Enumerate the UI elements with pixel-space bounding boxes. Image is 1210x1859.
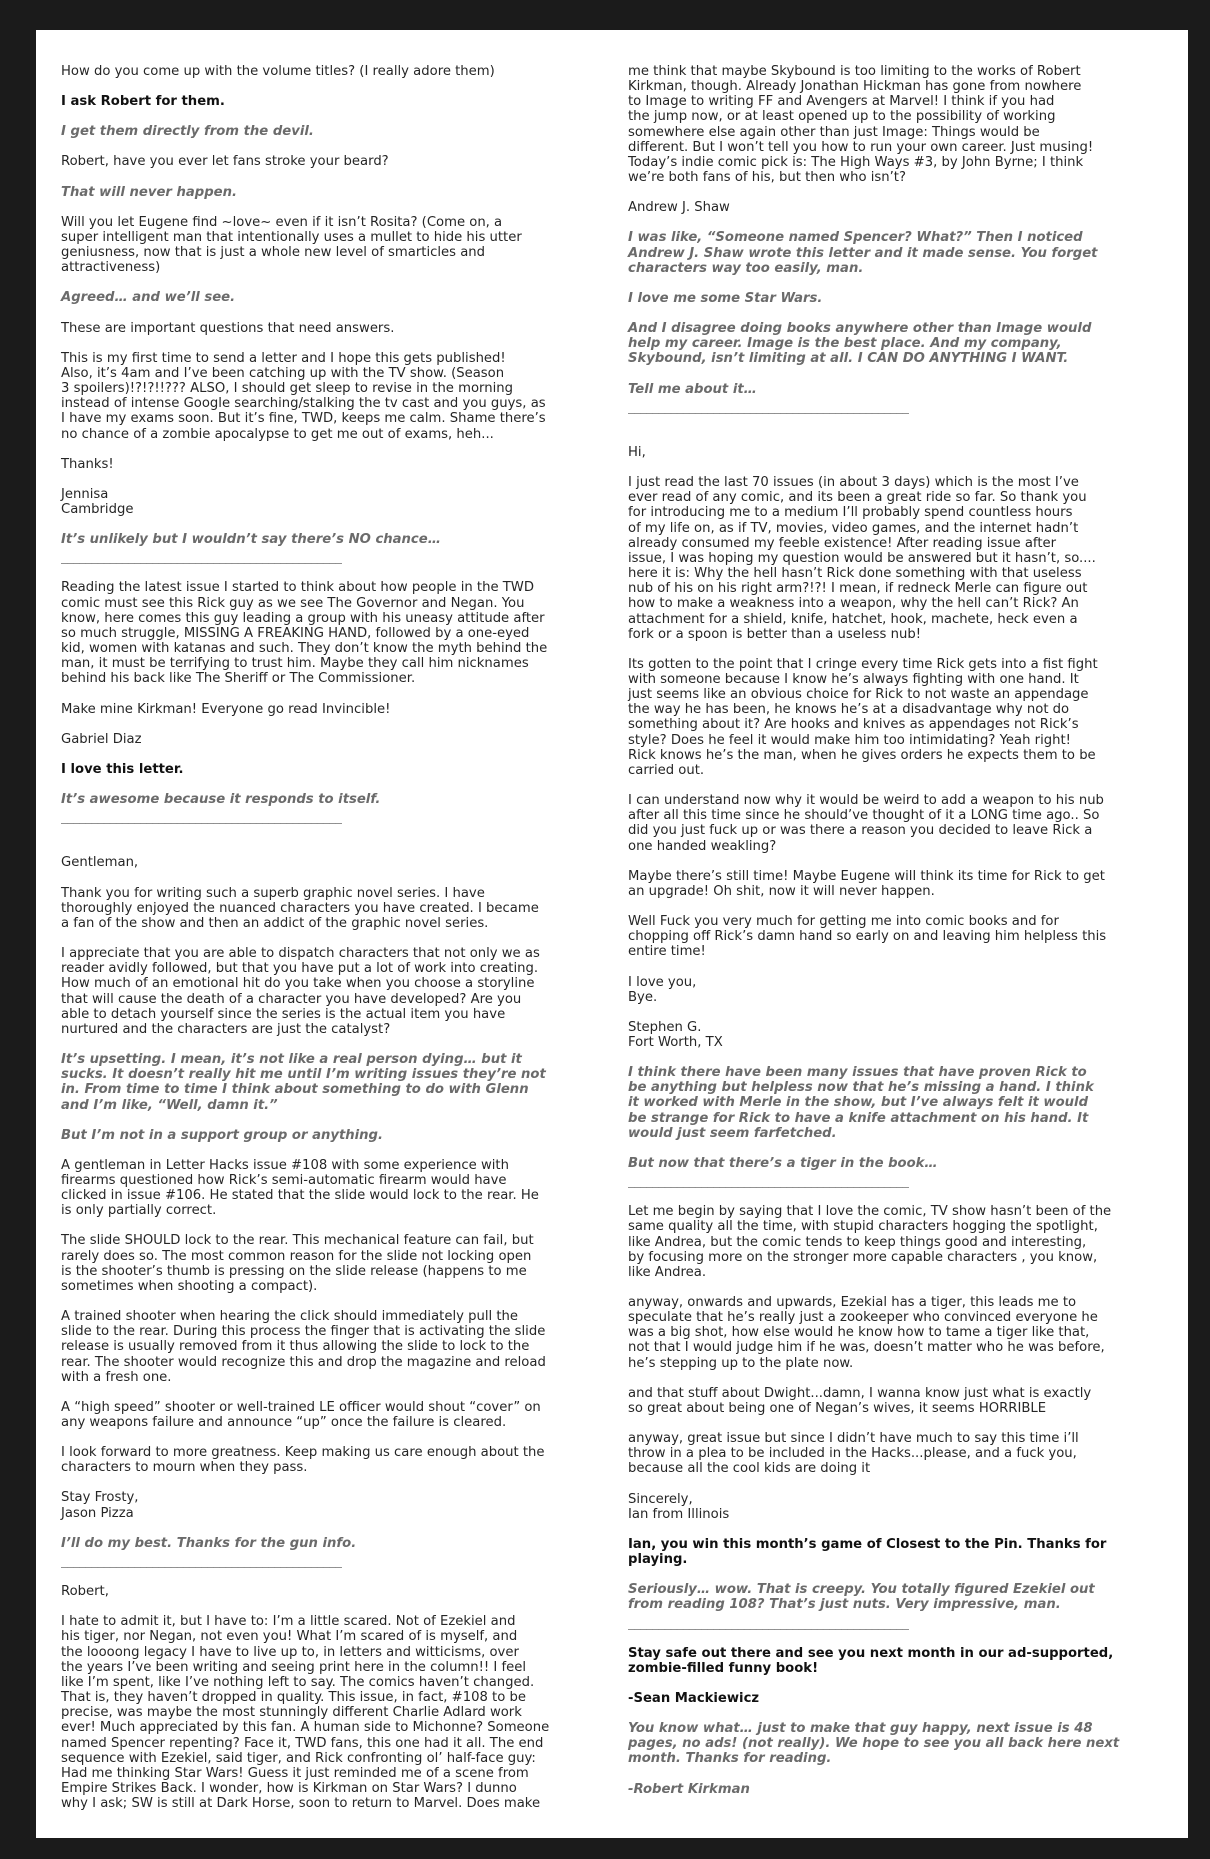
letter-paragraph: Reading the latest issue I started to think about how people in the TWD comic must see this Rick guy as we see The Governor and Negan. You know, here comes this guy leading a group with his uneasy attitude after so much struggle, MISSING A FREAKING HAND, followed by a one-eyed kid, women with katanas and such. They don’t know the myth behind the man, it must be terrifying to trust him. Maybe they call him nicknames behind his back like The Sheriff or The Commissioner. — [61, 580, 548, 687]
letter-paragraph: Will you let Eugene find ~love~ even if it isn’t Rosita? (Come on, a super intelligent man that intentionally uses a mullet to hide his utter geniusness, now that is just a whole new level of smarticles and attractiveness) — [61, 214, 522, 276]
letter-paragraph: A gentleman in Letter Hacks issue #108 with some experience with firearms questioned how Rick’s semi-automatic firearm would have clicked in issue #106. He stated that the slide would lock to the rear. He is only partially correct. — [61, 1157, 539, 1219]
editor-response: Stay safe out there and see you next month in our ad-supported, zombie-filled funny book! — [628, 1645, 1114, 1676]
kirkman-reply: It’s awesome because it responds to itself. — [61, 792, 381, 807]
letter-paragraph: I appreciate that you are able to dispatch characters that not only we as reader avidly followed, but that you have put a lot of work into creating. How much of an emotional hit do you take when you choose a storyline that will cause the death of a character you have developed? Are you able to detach yourself since the series is the actual item you have nurtured and the characters are just the catalyst? — [61, 946, 540, 1037]
letter-paragraph: and that stuff about Dwight...damn, I wanna know just what is exactly so great about being one of Negan’s wives, it seems HORRIBLE — [628, 1385, 1092, 1416]
kirkman-reply: You know what… just to make that guy happy, next issue is 48 pages, no ads! (not really). We hope to see you all back here next month. Thanks for reading. — [628, 1721, 1120, 1767]
letter-paragraph: I just read the last 70 issues (in about 3 days) which is the most I’ve ever read of any comic, and its been a great ride so far. So thank you for introducing me to a medium I’ll probably spend countless hours of my life on, as if TV, movies, video games, and the internet hadn’t already consumed my feeble existence! After reading issue after issue, I was hoping my question would be answered but it hasn’t, so.... here it is: Why the hell hasn’t Rick done something with that useless nub of his on his right arm?!?! I mean, if redneck Merle can figure out how to make a weakness into a weapon, why the hell can’t Rick? An attachment for a shield, knife, hatchet, hook, machete, heck even a fork or a spoon is better than a useless nub! — [628, 475, 1096, 642]
kirkman-reply: -Robert Kirkman — [628, 1781, 750, 1797]
letter-paragraph: Well Fuck you very much for getting me into comic books and for chopping off Rick’s damn hand so early on and leaving him helpless this entire time! — [628, 914, 1107, 960]
left-column — [61, 64, 616, 1826]
divider-rule: ______________________________________________ — [61, 550, 342, 566]
divider-rule: ______________________________________________ — [628, 1615, 909, 1631]
divider-rule: ______________________________________________ — [628, 399, 909, 415]
divider-rule: ______________________________________________ — [628, 1174, 909, 1190]
kirkman-reply: Tell me about it… — [628, 381, 757, 397]
editor-response: I love this letter. — [61, 761, 184, 777]
letter-paragraph: Thank you for writing such a superb graphic novel series. I have thoroughly enjoyed the nuanced characters you have created. I became a fan of the show and then an addict of the graphic novel series. — [61, 885, 539, 931]
letter-paragraph: Sincerely, Ian from Illinois — [628, 1491, 730, 1522]
letter-paragraph: This is my first time to send a letter and I hope this gets published! Also, it’s 4am and I’ve been catching up with the TV show. (Season 3 spoilers)!?!?!!??? ALSO, I should get sleep to revise in the morning instead of intense Google searching/stalking the tv cast and you guys, as I have my exams soon. But it’s fine, TWD, keeps me calm. Shame there’s no chance of a zombie apocalypse to get me out of exams, heh... — [61, 350, 546, 442]
letter-paragraph: Robert, have you ever let fans stroke your beard? — [61, 154, 389, 170]
kirkman-reply: I think there have been many issues that have proven Rick to be anything but helpless now that he’s missing a hand. I think it worked with Merle in the show, but I’ve always felt it would be strange for Rick to have a knife attachment on his hand. It would just seem farfetched. — [628, 1065, 1094, 1141]
kirkman-reply: But I’m not in a support group or anything. — [61, 1127, 384, 1143]
kirkman-reply: Seriously… wow. That is creepy. You totally figured Ezekiel out from reading 108? That’s just nuts. Very impressive, man. — [628, 1582, 1095, 1613]
letter-paragraph: Let me begin by saying that I love the comic, TV show hasn’t been of the same quality all the time, with stupid characters hogging the spotlight, like Andrea, but the comic tends to keep things good and interesting, by focusing more on the stronger more capable characters , you know, like Andrea. — [628, 1204, 1112, 1280]
letter-paragraph: Its gotten to the point that I cringe every time Rick gets into a fist fight with someone because I know he’s always fighting with one hand. It just seems like an obvious choice for Rick to not waste an appendage the way he has been, he knows he’s at a disadvantage why not do something about it? Are hooks and knives as appendages not Rick’s style? Does he feel it would make him too intimidating? Yeah right! Rick knows he’s the man, when he gives orders he expects them to be carried out. — [628, 656, 1098, 778]
letter-paragraph: A trained shooter when hearing the click should immediately pull the slide to the rear. During this process the finger that is activating the slide release is usually removed from it thus allowing the slide to lock to the rear. The shooter would recognize this and drop the magazine and reload with a fresh one. — [61, 1309, 546, 1385]
letter-paragraph: Thanks! — [61, 456, 114, 472]
letter-paragraph: I look forward to more greatness. Keep making us care enough about the characters to mourn when they pass. — [61, 1445, 545, 1476]
divider-rule: ______________________________________________ — [61, 1553, 342, 1569]
letter-paragraph: I can understand now why it would be weird to add a weapon to his nub after all this time since he should’ve thought of it a LONG time ago.. So did you just fuck up or was there a reason you decided to leave Rick a one handed weakling? — [628, 793, 1104, 854]
letter-paragraph: anyway, onwards and upwards, Ezekial has a tiger, this leads me to speculate that he’s really just a zookeeper who convinced everyone he was a big shot, how else would he know how to tame a tiger like that, not that I would judge him if he was, doesn’t matter who he was before, he’s stepping up to the plate now. — [628, 1295, 1105, 1371]
kirkman-reply: I’ll do my best. Thanks for the gun info. — [61, 1535, 357, 1551]
kirkman-reply: And I disagree doing books anywhere other than Image would help my career. Image is the best place. And my company, Skybound, isn’t limiting at all. I CAN DO ANYTHING I WANT. — [628, 321, 1092, 367]
kirkman-reply: Agreed… and we’ll see. — [61, 290, 236, 306]
letter-paragraph: me think that maybe Skybound is too limiting to the works of Robert Kirkman, though. Already Jonathan Hickman has gone from nowhere to Image to writing FF and Avengers at Marvel! I think if you had the jump now, or at least opened up to the possibility of working somewhere else again other than just Image: Things would be different. But I won’t tell you how to run your own career. Just musing! Today’s indie comic pick is: The High Ways #3, by John Byrne; I think we’re both fans of his, but then who isn’t? — [628, 64, 1094, 186]
kirkman-reply: I was like, “Someone named Spencer? What?” Then I noticed Andrew J. Shaw wrote this letter and it made sense. You forget characters way too easily, man. — [628, 230, 1098, 276]
letter-paragraph: Hi, — [628, 444, 646, 460]
letter-paragraph: anyway, great issue but since I didn’t have much to say this time i’ll throw in a plea to be included in the Hacks...please, and a fuck you, because all the cool kids are doing it — [628, 1431, 1079, 1477]
kirkman-reply: It’s unlikely but I wouldn’t say there’s NO chance… — [61, 532, 441, 548]
letter-paragraph: Gentleman, — [61, 855, 139, 871]
letter-paragraph: The slide SHOULD lock to the rear. This mechanical feature can fail, but rarely does so. The most common reason for the slide not locking open is the shooter’s thumb is pressing on the slide release (happens to me sometimes when shooting a compact). — [61, 1233, 534, 1294]
kirkman-reply: But now that there’s a tiger in the book… — [628, 1155, 938, 1171]
divider-rule: ______________________________________________ — [61, 810, 342, 826]
letter-paragraph: Andrew J. Shaw — [628, 200, 730, 216]
letter-paragraph: Make mine Kirkman! Everyone go read Invincible! — [61, 701, 391, 717]
letter-paragraph: Stay Frosty, Jason Pizza — [61, 1490, 139, 1521]
right-column — [628, 64, 1166, 1812]
kirkman-reply: It’s upsetting. I mean, it’s not like a real person dying… but it sucks. It doesn’t really hit me until I’m writing issues they’re not in. From time to time I think about something to do with Glenn and I’m like, “Well, damn it.” — [61, 1052, 546, 1113]
letter-paragraph: A “high speed” shooter or well-trained LE officer would shout “cover” on any weapons failure and announce “up” once the failure is cleared. — [61, 1399, 541, 1430]
kirkman-reply: I get them directly from the devil. — [61, 124, 314, 140]
letter-paragraph: I love you, Bye. — [628, 974, 697, 1005]
letter-paragraph: I hate to admit it, but I have to: I’m a little scared. Not of Ezekiel and his tiger, nor Negan, not even you! What I’m scared of is myself, and the loooong legacy I have to live up to, in letters and witticisms, over the years I’ve been writing and seeing print here in the column!! I feel like I’m spent, like I’ve nothing left to say. The comics haven’t changed. That is, they haven’t dropped in quality. This issue, in fact, #108 to be precise, was maybe the most stunningly different Charlie Adlard work ever! Much appreciated by this fan. A human side to Michonne? Someone named Spencer repenting? Face it, TWD fans, this one had it all. The end sequence with Ezekiel, said tiger, and Rick confronting ol’ half-face guy: Had me thinking Star Wars! Guess it just reminded me of a scene from Empire Strikes Back. I wonder, how is Kirkman on Star Wars? I dunno why I ask; SW is still at Dark Horse, soon to return to Marvel. Does make — [61, 1614, 550, 1812]
editor-response: -Sean Mackiewicz — [628, 1690, 760, 1706]
kirkman-reply: That will never happen. — [61, 184, 237, 200]
letter-paragraph: Gabriel Diaz — [61, 731, 142, 747]
kirkman-reply: I love me some Star Wars. — [628, 290, 823, 306]
editor-response: Ian, you win this month’s game of Closest to the Pin. Thanks for playing. — [628, 1536, 1107, 1568]
letter-paragraph: How do you come up with the volume titles? (I really adore them) — [61, 64, 495, 79]
editor-response: I ask Robert for them. — [61, 94, 225, 110]
letter-paragraph: Stephen G. Fort Worth, TX — [628, 1019, 723, 1050]
letter-paragraph: These are important questions that need answers. — [61, 320, 395, 336]
letter-paragraph: Robert, — [61, 1584, 109, 1600]
letters-page — [36, 30, 1188, 1838]
letter-paragraph: Maybe there’s still time! Maybe Eugene will think its time for Rick to get an upgrade! Oh shit, now it will never happen. — [628, 868, 1105, 899]
letter-paragraph: Jennisa Cambridge — [61, 486, 134, 517]
